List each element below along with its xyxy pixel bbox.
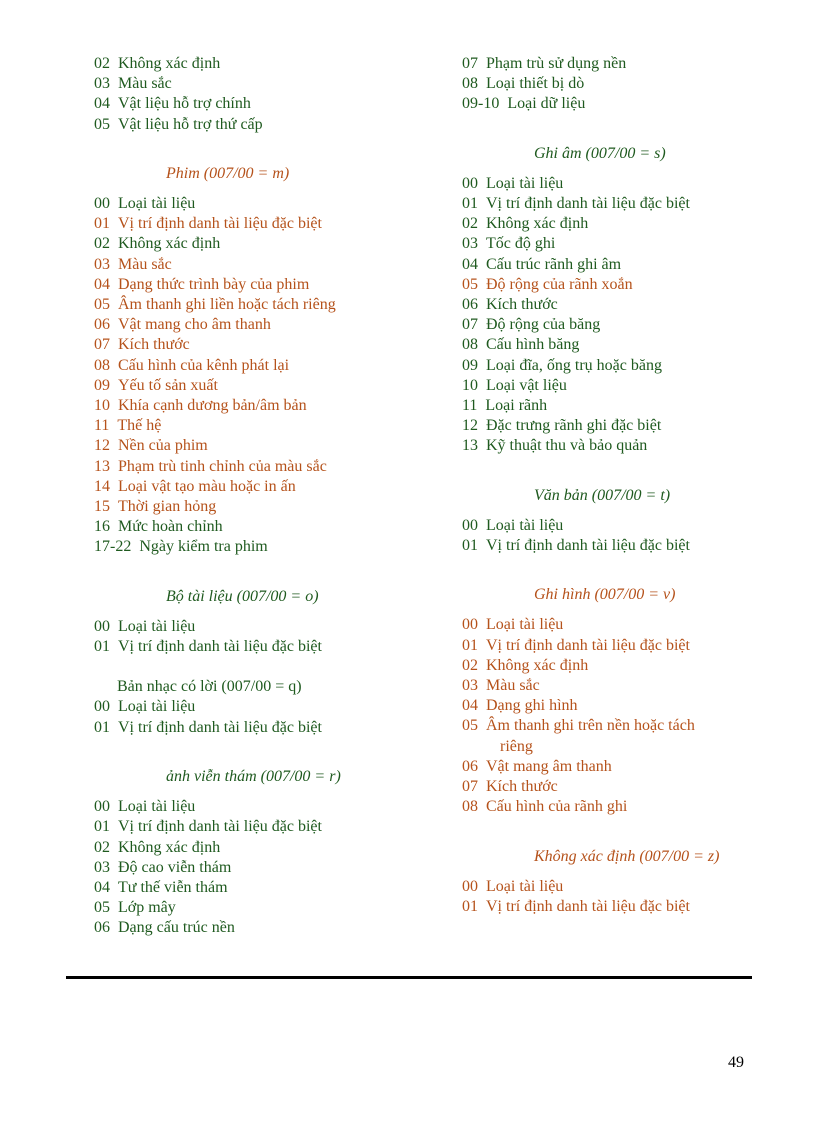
list-item xyxy=(462,356,782,376)
list-item xyxy=(94,918,444,938)
item-number: 00 xyxy=(94,617,110,635)
list-item xyxy=(94,838,444,858)
item-number: 01 xyxy=(462,897,478,915)
list-item xyxy=(94,416,444,436)
section-heading-bo-tai-lieu: Bộ tài liệu (007/00 = o) xyxy=(166,587,319,605)
item-text: Không xác định xyxy=(486,656,589,674)
list-item xyxy=(94,477,444,497)
list-item xyxy=(94,637,444,657)
list-item xyxy=(462,877,782,897)
list-item xyxy=(94,234,444,254)
item-text: Màu sắc xyxy=(486,677,540,695)
item-text: Loại vật liệu xyxy=(486,376,567,394)
item-text: Phạm trù tinh chỉnh của màu sắc xyxy=(118,457,327,475)
list-item xyxy=(94,537,444,557)
item-number: 13 xyxy=(94,457,110,475)
item-text: Không xác định xyxy=(486,215,589,233)
section-heading-ghi-hinh: Ghi hình (007/00 = v) xyxy=(534,586,676,604)
list-item xyxy=(94,295,444,315)
item-text: Vị trí định danh tài liệu đặc biệt xyxy=(486,537,690,555)
list-item xyxy=(462,615,782,635)
item-number: 01 xyxy=(94,818,110,836)
item-number: 14 xyxy=(94,477,110,495)
item-number: 02 xyxy=(94,55,110,72)
item-text: Loại dữ liệu xyxy=(507,95,586,113)
item-text: Loại đĩa, ống trụ hoặc băng xyxy=(486,356,662,374)
item-number: 05 xyxy=(94,115,110,133)
list-item xyxy=(94,797,444,817)
list-item xyxy=(462,275,782,295)
item-number: 02 xyxy=(94,838,110,856)
list-item xyxy=(462,696,782,716)
item-text: Loại tài liệu xyxy=(118,195,196,213)
list-item xyxy=(462,94,782,114)
item-number: 04 xyxy=(94,95,110,113)
item-text: Loại thiết bị dò xyxy=(486,75,585,93)
item-number: 05 xyxy=(94,296,110,314)
item-text-continuation: riêng xyxy=(500,737,533,755)
item-number: 07 xyxy=(462,55,478,72)
item-text: Kích thước xyxy=(486,778,558,796)
item-number: 10 xyxy=(462,376,478,394)
list-item xyxy=(462,636,782,656)
item-number: 04 xyxy=(462,255,478,273)
list-item xyxy=(94,315,444,335)
item-text: Đặc trưng rãnh ghi đặc biệt xyxy=(486,417,662,435)
item-text: Loại rãnh xyxy=(485,397,548,415)
list-item xyxy=(94,74,444,94)
item-number: 09 xyxy=(94,376,110,394)
list-item xyxy=(462,174,782,194)
item-number: 00 xyxy=(94,798,110,816)
item-text: Không xác định xyxy=(118,55,221,72)
list-item xyxy=(462,376,782,396)
left-top-list xyxy=(94,54,444,135)
item-number: 00 xyxy=(462,877,478,895)
list-item xyxy=(462,315,782,335)
item-text: Yếu tố sản xuất xyxy=(118,376,218,394)
item-number: 00 xyxy=(94,195,110,213)
list-item xyxy=(94,396,444,416)
item-text: Dạng thức trình bày của phim xyxy=(118,275,310,293)
item-number: 08 xyxy=(94,356,110,374)
item-number: 09 xyxy=(462,356,478,374)
item-text: Thế hệ xyxy=(117,417,162,435)
item-number: 00 xyxy=(462,174,478,192)
item-text: Kỹ thuật thu và bảo quản xyxy=(486,437,648,455)
list-item xyxy=(94,718,444,738)
item-number: 12 xyxy=(94,437,110,455)
section-heading-ghi-am: Ghi âm (007/00 = s) xyxy=(534,144,666,162)
item-number: 10 xyxy=(94,397,110,415)
list-item xyxy=(94,898,444,918)
item-text: Vật liệu hỗ trợ chính xyxy=(118,95,251,113)
item-text: Tư thế viễn thám xyxy=(118,878,228,896)
item-text: Kích thước xyxy=(118,336,190,354)
list-item xyxy=(462,797,782,817)
item-number: 01 xyxy=(94,718,110,736)
item-number: 09-10 xyxy=(462,95,500,113)
phim-list xyxy=(94,194,444,558)
khong-xac-dinh-list xyxy=(462,877,782,917)
item-number: 01 xyxy=(462,195,478,213)
list-item xyxy=(94,517,444,537)
list-item xyxy=(94,878,444,898)
item-number: 04 xyxy=(462,697,478,715)
item-text: Vật liệu hỗ trợ thứ cấp xyxy=(118,115,263,133)
list-item xyxy=(462,255,782,275)
list-item xyxy=(462,416,782,436)
list-item xyxy=(94,457,444,477)
item-text: Vật mang âm thanh xyxy=(486,757,612,775)
item-number: 06 xyxy=(462,757,478,775)
list-item xyxy=(462,777,782,797)
list-item xyxy=(462,194,782,214)
item-number: 01 xyxy=(462,636,478,654)
item-text: Ngày kiểm tra phim xyxy=(139,538,268,556)
item-text: Âm thanh ghi trên nền hoặc tách xyxy=(486,717,695,735)
item-number: 13 xyxy=(462,437,478,455)
item-number: 05 xyxy=(462,717,478,735)
ban-nhac-list xyxy=(94,697,444,737)
list-item xyxy=(462,897,782,917)
section-heading-ban-nhac: Bản nhạc có lời (007/00 = q) xyxy=(117,678,302,696)
item-number: 02 xyxy=(462,656,478,674)
item-number: 02 xyxy=(94,235,110,253)
list-item xyxy=(94,115,444,135)
list-item xyxy=(94,858,444,878)
list-item xyxy=(94,94,444,114)
item-number: 01 xyxy=(94,638,110,656)
item-number: 07 xyxy=(462,316,478,334)
list-item xyxy=(94,194,444,214)
item-text: Âm thanh ghi liền hoặc tách riêng xyxy=(118,296,336,314)
item-number: 05 xyxy=(462,275,478,293)
list-item xyxy=(462,656,782,676)
list-item xyxy=(462,536,782,556)
item-text: Cấu hình của kênh phát lại xyxy=(118,356,290,374)
item-text: Lớp mây xyxy=(118,899,176,917)
item-text: Phạm trù sử dụng nền xyxy=(486,55,627,72)
item-text: Tốc độ ghi xyxy=(486,235,556,253)
list-item xyxy=(94,54,444,74)
item-number: 15 xyxy=(94,498,110,516)
item-text: Loại tài liệu xyxy=(118,617,196,635)
list-item xyxy=(462,74,782,94)
item-number: 11 xyxy=(462,397,478,415)
right-column xyxy=(462,54,782,917)
list-item xyxy=(94,497,444,517)
page-number: 49 xyxy=(728,1054,744,1071)
item-number: 00 xyxy=(94,698,110,716)
item-text: Loại tài liệu xyxy=(118,698,196,716)
item-text: Loại tài liệu xyxy=(486,616,564,634)
item-text: Mức hoàn chỉnh xyxy=(118,518,223,536)
item-number: 08 xyxy=(462,336,478,354)
item-text: Kích thước xyxy=(486,296,558,314)
item-number: 06 xyxy=(462,296,478,314)
section-heading-khong-xac-dinh: Không xác định (007/00 = z) xyxy=(534,847,720,865)
item-text: Màu sắc xyxy=(118,75,172,93)
item-text: Độ rộng của băng xyxy=(486,316,601,334)
list-item xyxy=(94,617,444,637)
bo-tai-lieu-list xyxy=(94,617,444,657)
section-heading-van-ban: Văn bản (007/00 = t) xyxy=(534,486,671,504)
item-text: Khía cạnh dương bản/âm bản xyxy=(118,397,307,415)
item-text: Vị trí định danh tài liệu đặc biệt xyxy=(118,718,322,736)
item-number: 07 xyxy=(462,778,478,796)
list-item xyxy=(94,356,444,376)
item-text: Vật mang cho âm thanh xyxy=(118,316,271,334)
item-text: Thời gian hỏng xyxy=(118,498,217,516)
item-text: Nền của phim xyxy=(118,437,208,455)
item-number: 01 xyxy=(94,215,110,233)
item-text: Loại tài liệu xyxy=(118,798,196,816)
item-text: Vị trí định danh tài liệu đặc biệt xyxy=(118,215,322,233)
section-heading-anh-vien-tham: ảnh viễn thám (007/00 = r) xyxy=(166,767,341,785)
list-item xyxy=(462,295,782,315)
item-number: 12 xyxy=(462,417,478,435)
item-number: 04 xyxy=(94,275,110,293)
item-number: 06 xyxy=(94,316,110,334)
item-text: Loại tài liệu xyxy=(486,174,564,192)
section-heading-phim: Phim (007/00 = m) xyxy=(166,164,290,182)
list-item xyxy=(94,275,444,295)
list-item xyxy=(94,697,444,717)
item-text: Cấu hình băng xyxy=(486,336,580,354)
anh-vien-tham-list xyxy=(94,797,444,938)
list-item xyxy=(462,396,782,416)
list-item xyxy=(94,335,444,355)
item-number: 03 xyxy=(94,255,110,273)
item-text: Dạng cấu trúc nền xyxy=(118,919,235,937)
item-number: 03 xyxy=(94,858,110,876)
item-number: 00 xyxy=(462,516,478,534)
item-number: 03 xyxy=(462,235,478,253)
item-text: Cấu trúc rãnh ghi âm xyxy=(486,255,622,273)
list-item xyxy=(94,436,444,456)
item-text: Vị trí định danh tài liệu đặc biệt xyxy=(486,636,690,654)
item-text: Màu sắc xyxy=(118,255,172,273)
item-text: Vị trí định danh tài liệu đặc biệt xyxy=(118,638,322,656)
list-item xyxy=(462,436,782,456)
item-number: 02 xyxy=(462,215,478,233)
horizontal-rule xyxy=(66,976,752,979)
right-top-list xyxy=(462,54,782,115)
ghi-am-list xyxy=(462,174,782,457)
item-text: Không xác định xyxy=(118,235,221,253)
item-text: Vị trí định danh tài liệu đặc biệt xyxy=(486,195,690,213)
list-item xyxy=(462,757,782,777)
list-item xyxy=(94,214,444,234)
list-item xyxy=(94,376,444,396)
left-column xyxy=(94,54,444,939)
item-text: Cấu hình của rãnh ghi xyxy=(486,798,628,816)
item-number: 11 xyxy=(94,417,110,435)
item-text: Loại vật tạo màu hoặc in ấn xyxy=(118,477,296,495)
list-item xyxy=(462,214,782,234)
item-number: 08 xyxy=(462,798,478,816)
item-number: 06 xyxy=(94,919,110,937)
item-number: 04 xyxy=(94,878,110,896)
item-number: 16 xyxy=(94,518,110,536)
item-number: 03 xyxy=(462,677,478,695)
list-item xyxy=(94,817,444,837)
item-text: Loại tài liệu xyxy=(486,877,564,895)
van-ban-list xyxy=(462,516,782,556)
item-number: 00 xyxy=(462,616,478,634)
item-text: Không xác định xyxy=(118,838,221,856)
item-text: Vị trí định danh tài liệu đặc biệt xyxy=(486,897,690,915)
item-text: Độ rộng của rãnh xoắn xyxy=(486,275,633,293)
list-item xyxy=(462,54,782,74)
item-number: 03 xyxy=(94,75,110,93)
list-item xyxy=(462,716,782,736)
list-item xyxy=(462,335,782,355)
item-number: 07 xyxy=(94,336,110,354)
item-number: 01 xyxy=(462,537,478,555)
list-item xyxy=(462,516,782,536)
item-text: Dạng ghi hình xyxy=(486,697,578,715)
item-text: Độ cao viễn thám xyxy=(118,858,232,876)
item-text: Loại tài liệu xyxy=(486,516,564,534)
item-number: 17-22 xyxy=(94,538,132,556)
item-number: 08 xyxy=(462,75,478,93)
list-item xyxy=(94,255,444,275)
list-item xyxy=(462,234,782,254)
item-number: 05 xyxy=(94,899,110,917)
item-text: Vị trí định danh tài liệu đặc biệt xyxy=(118,818,322,836)
ghi-hinh-list xyxy=(462,615,782,817)
list-item xyxy=(462,676,782,696)
